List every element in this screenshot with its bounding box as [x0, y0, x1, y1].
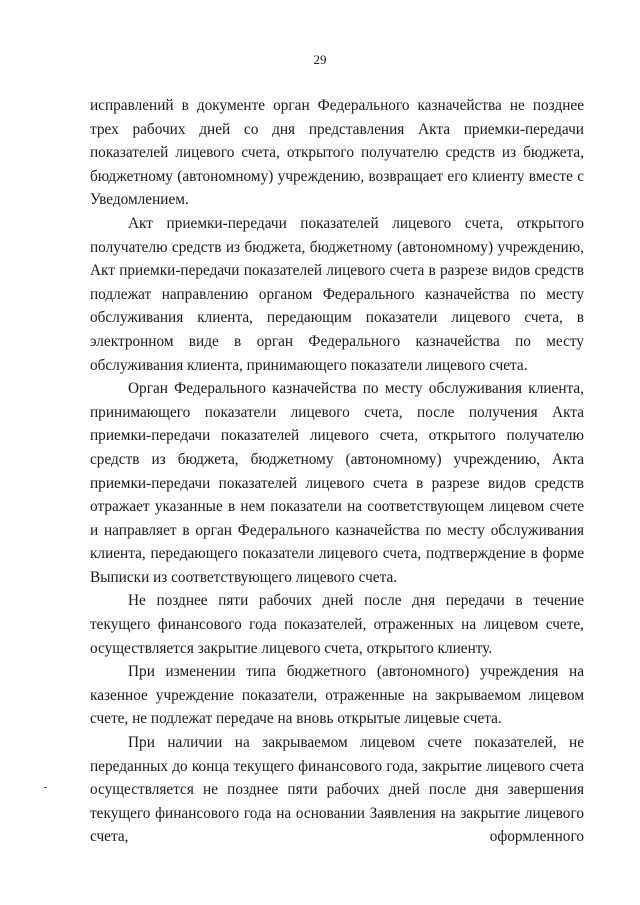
paragraph-2: Акт приемки-передачи показателей лицевого счета, открытого получателю средств из бюджета, бюджетному (автономному) учреждению, Акт приемки-передачи показателей лицевого счета в разрезе видов средств подлежат направлению органом Федерального казначейства по месту обслуживания клиента, передающим показатели лицевого счета, в электронном виде в орган Федерального казначейства по месту обслуживания клиента, принимающего показатели лицевого счета.: [90, 214, 584, 374]
paragraph-1: исправлений в документе орган Федерального казначейства не позднее трех рабочих дней со дня представления Акта приемки-передачи показателей лицевого счета, открытого получателю средств из бюджета, бюджетному (автономному) учреждению, возвращает его клиенту вместе с Уведомлением.: [90, 97, 584, 209]
paragraph-6: При наличии на закрываемом лицевом счете показателей, не переданных до конца текущего финансового года, закрытие лицевого счета осуществляется не позднее пяти рабочих дней после дня завершения текущего финансового года на основании Заявления на закрытие лицевого счета, оформленного: [90, 734, 584, 846]
margin-mark: [44, 787, 47, 788]
body-text: [90, 94, 584, 849]
paragraph-3: Орган Федерального казначейства по месту обслуживания клиента, принимающего показатели лицевого счета, после получения Акта приемки-передачи показателей лицевого счета, открытого получателю средств из бюджета, бюджетному (автономному) учреждению, Акта приемки-передачи показателей лицевого счета в разрезе видов средств отражает указанные в нем показатели на соответствующем лицевом счете и направляет в орган Федерального казначейства по месту обслуживания клиента, передающего показатели лицевого счета, подтверждение в форме Выписки из соответствующего лицевого счета.: [90, 380, 584, 586]
paragraph-4: Не позднее пяти рабочих дней после дня передачи в течение текущего финансового года показателей, отраженных на лицевом счете, осуществляется закрытие лицевого счета, открытого клиенту.: [90, 592, 584, 657]
paragraph-5: При изменении типа бюджетного (автономного) учреждения на казенное учреждение показатели, отраженные на закрываемом лицевом счете, не подлежат передаче на вновь открытые лицевые счета.: [90, 663, 584, 728]
page-number: 29: [313, 52, 327, 67]
